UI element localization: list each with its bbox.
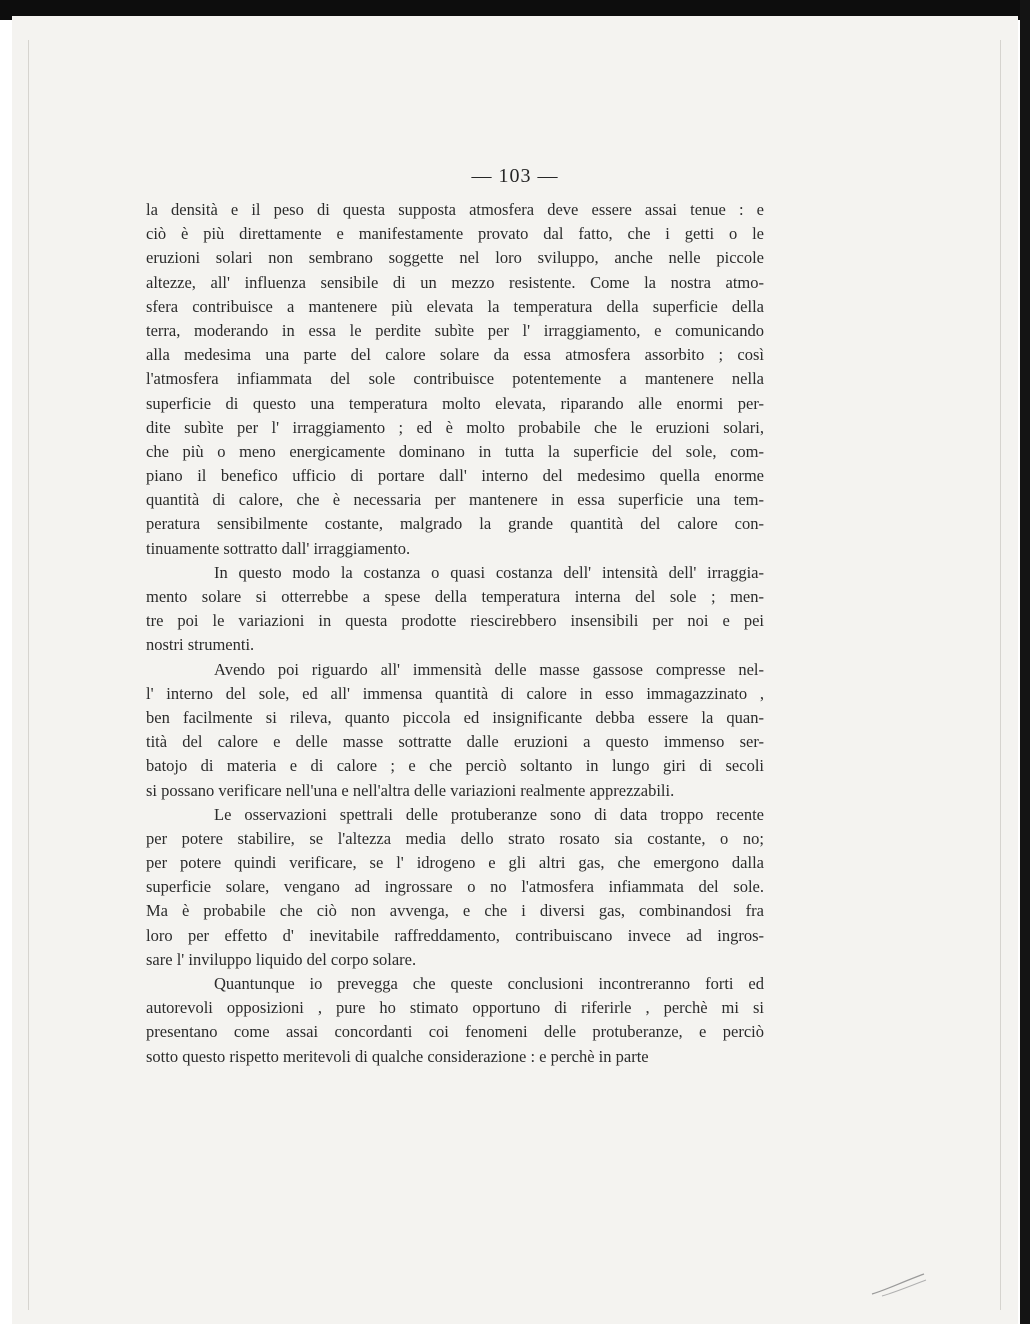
- text-line: nostri strumenti.: [146, 635, 255, 655]
- text-line: peratura sensibilmente costante, malgrado la grande quantità del calore con-: [146, 514, 764, 534]
- scan-right-border: [1020, 0, 1030, 1324]
- text-line: superficie solare, vengano ad ingrossare o no l'atmosfera infiammata del sole.: [146, 877, 764, 897]
- text-line: l'atmosfera infiammata del sole contribuisce potentemente a mantenere nella: [146, 369, 764, 389]
- text-line: che più o meno energicamente dominano in tutta la superficie del sole, com-: [146, 441, 764, 461]
- text-line: tinuamente sottratto dall' irraggiamento.: [146, 538, 411, 558]
- text-line: sare l' inviluppo liquido del corpo solare.: [146, 949, 417, 969]
- text-line: batojo di materia e di calore ; e che perciò soltanto in lungo giri di secoli: [146, 756, 764, 776]
- text-line: Ma è probabile che ciò non avvenga, e che i diversi gas, combinandosi fra: [146, 901, 764, 921]
- page-curl-mark: [868, 1270, 928, 1298]
- text-line: eruzioni solari non sembrano soggette nel loro sviluppo, anche nelle piccole: [146, 248, 764, 268]
- text-line: loro per effetto d' inevitabile raffreddamento, contribuiscano invece ad ingros-: [146, 925, 764, 945]
- text-line: piano il benefico ufficio di portare dall' interno del medesimo quella enorme: [146, 466, 764, 486]
- text-line: autorevoli opposizioni , pure ho stimato opportuno di riferirle , perchè mi si: [146, 998, 764, 1018]
- paragraph: [146, 658, 764, 803]
- body-text: [146, 198, 764, 1069]
- paragraph: [146, 198, 764, 561]
- page-fold-line-left: [28, 40, 29, 1310]
- text-line: mento solare si otterrebbe a spese della temperatura interna del sole ; men-: [146, 587, 764, 606]
- text-line: sfera contribuisce a mantenere più elevata la temperatura della superficie della: [146, 296, 764, 316]
- text-line: ben facilmente si rileva, quanto piccola ed insignificante debba essere la quan-: [146, 707, 764, 727]
- text-line: Le osservazioni spettrali delle protuberanze sono di data troppo recente: [214, 804, 764, 824]
- text-line: Avendo poi riguardo all' immensità delle masse gassose compresse nel-: [214, 659, 764, 679]
- text-line: l' interno del sole, ed all' immensa quantità di calore in esso immagazzinato ,: [146, 683, 764, 703]
- text-line: sotto questo rispetto meritevoli di qualche considerazione : e perchè in parte: [146, 1046, 649, 1066]
- text-line: si possano verificare nell'una e nell'altra delle variazioni realmente apprezzabili.: [146, 780, 675, 800]
- text-line: superficie di questo una temperatura molto elevata, riparando alle enormi per-: [146, 393, 764, 413]
- text-line: per potere stabilire, se l'altezza media dello strato rosato sia costante, o no;: [146, 828, 764, 848]
- paragraph: [146, 561, 764, 658]
- text-line: Quantunque io prevegga che queste conclusioni incontreranno forti ed: [214, 974, 764, 993]
- text-line: ciò è più direttamente e manifestamente provato dal fatto, che i getti o le: [146, 224, 764, 244]
- text-line: In questo modo la costanza o quasi costanza dell' intensità dell' irraggia-: [214, 562, 764, 582]
- paragraph: [146, 803, 764, 972]
- page-number: — 103 —: [471, 165, 559, 187]
- text-line: quantità di calore, che è necessaria per mantenere in essa superficie una tem-: [146, 490, 764, 510]
- text-line: dite subìte per l' irraggiamento ; ed è molto probabile che le eruzioni solari,: [146, 417, 764, 437]
- paragraph: [146, 972, 764, 1069]
- text-line: terra, moderando in essa le perdite subìte per l' irraggiamento, e comunicando: [146, 320, 764, 340]
- text-line: la densità e il peso di questa supposta atmosfera deve essere assai tenue : e: [146, 200, 764, 219]
- text-line: tità del calore e delle masse sottratte dalle eruzioni a questo immenso ser-: [146, 732, 764, 752]
- text-line: presentano come assai concordanti coi fenomeni delle protuberanze, e perciò: [146, 1022, 764, 1042]
- text-line: alla medesima una parte del calore solare da essa atmosfera assorbito ; così: [146, 345, 764, 365]
- text-line: per potere quindi verificare, se l' idrogeno e gli altri gas, che emergono dalla: [146, 853, 764, 873]
- page-fold-line-right: [1000, 40, 1001, 1310]
- text-line: tre poi le variazioni in questa prodotte riescirebbero insensibili per noi e pei: [146, 611, 764, 631]
- text-line: altezze, all' influenza sensibile di un mezzo resistente. Come la nostra atmo-: [146, 272, 764, 292]
